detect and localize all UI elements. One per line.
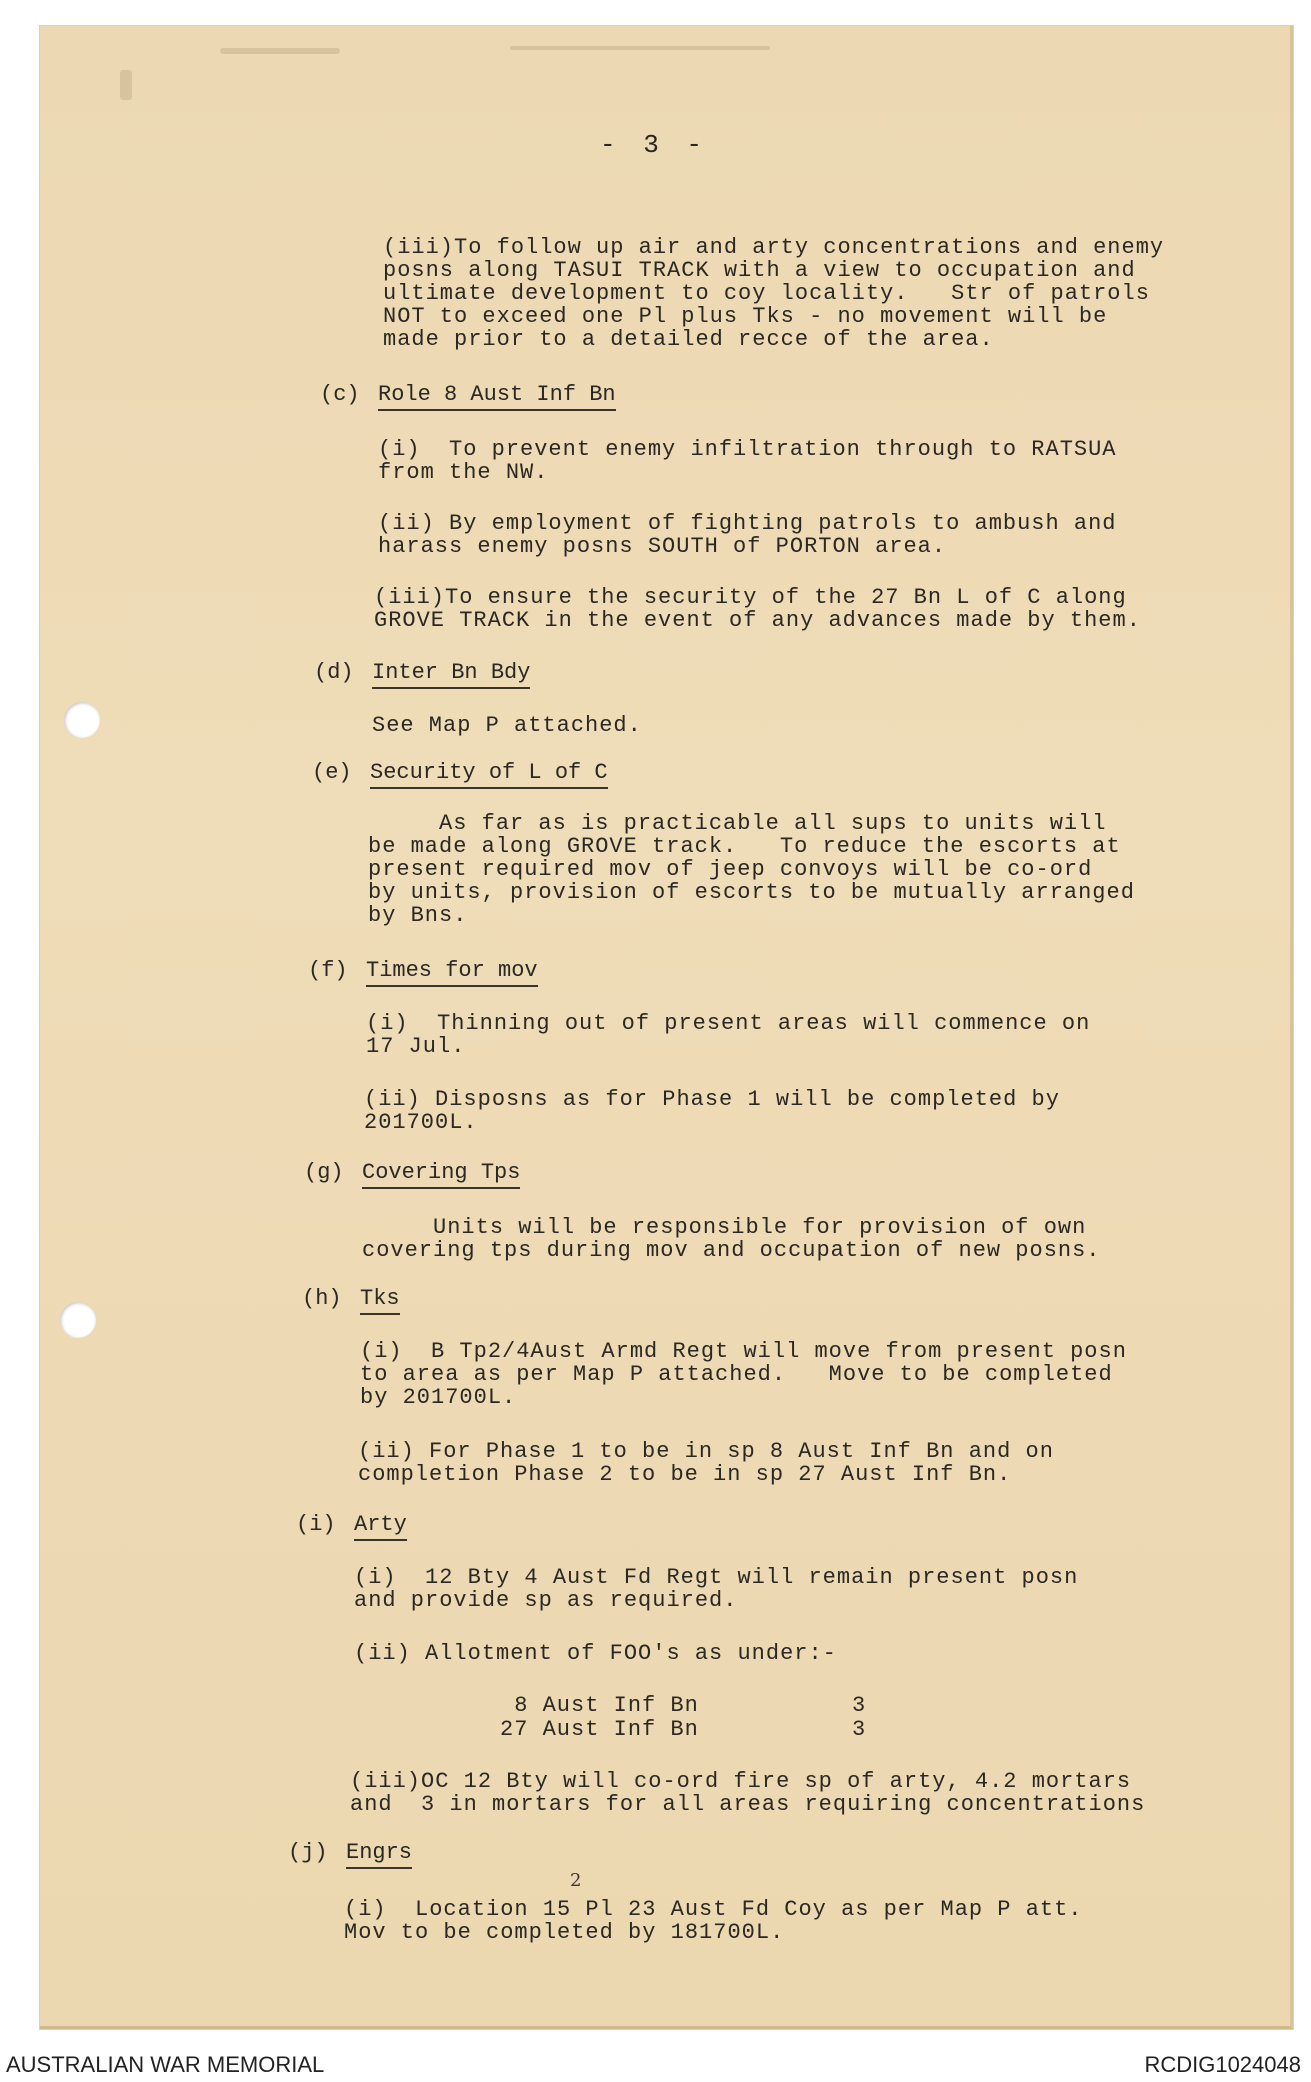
paragraph-line: (iii)OC 12 Bty will co-ord fire sp of arty, 4.2 mortars xyxy=(350,1769,1132,1794)
allotment-count: 3 xyxy=(852,1693,867,1718)
paragraph-line: (i) Thinning out of present areas will commence on xyxy=(366,1011,1091,1036)
punch-hole xyxy=(60,1302,96,1338)
allotment-unit: 27 Aust Inf Bn xyxy=(500,1717,699,1742)
paragraph-line: (ii) Allotment of FOO's as under:- xyxy=(354,1641,837,1666)
section-letter: (g) xyxy=(304,1160,344,1185)
section-title: Covering Tps xyxy=(362,1160,520,1189)
paragraph-line: (ii) By employment of fighting patrols to ambush and xyxy=(378,511,1117,536)
paragraph-line: 17 Jul. xyxy=(366,1034,466,1059)
paragraph-line: ultimate development to coy locality. Str of patrols xyxy=(383,281,1150,306)
section-title: Engrs xyxy=(346,1840,412,1869)
paragraph-line: completion Phase 2 to be in sp 27 Aust Inf Bn. xyxy=(358,1462,1012,1487)
section-title: Role 8 Aust Inf Bn xyxy=(378,382,616,411)
section-letter: (e) xyxy=(312,760,352,785)
handwritten-correction: 2 xyxy=(570,1870,582,1891)
paragraph-line: Mov to be completed by 181700L. xyxy=(344,1920,785,1945)
paragraph-line: from the NW. xyxy=(378,460,549,485)
paragraph-line: by 201700L. xyxy=(360,1385,517,1410)
paragraph-line: present required mov of jeep convoys will be co-ord xyxy=(368,857,1093,882)
section-letter: (j) xyxy=(288,1840,328,1865)
archive-caption: AUSTRALIAN WAR MEMORIAL xyxy=(6,2052,325,2077)
paragraph-line: As far as is practicable all sups to units will xyxy=(368,811,1107,836)
paragraph-line: Units will be responsible for provision of own xyxy=(362,1215,1087,1240)
paragraph-line: NOT to exceed one Pl plus Tks - no movement will be xyxy=(383,304,1108,329)
paragraph-line: made prior to a detailed recce of the area. xyxy=(383,327,994,352)
paragraph-line: (ii) Disposns as for Phase 1 will be completed by xyxy=(364,1087,1060,1112)
paragraph-line: (i) To prevent enemy infiltration through to RATSUA xyxy=(378,437,1117,462)
paragraph-line: and 3 in mortars for all areas requiring concentrations xyxy=(350,1792,1146,1817)
paragraph-line: by Bns. xyxy=(368,903,468,928)
paragraph-line: See Map P attached. xyxy=(372,713,642,738)
section-title: Inter Bn Bdy xyxy=(372,660,530,689)
smudge-mark xyxy=(510,46,770,50)
paragraph-line: (ii) For Phase 1 to be in sp 8 Aust Inf Bn and on xyxy=(358,1439,1054,1464)
punch-hole xyxy=(64,702,100,738)
smudge-mark xyxy=(220,48,340,54)
paragraph-line: (i) 12 Bty 4 Aust Fd Regt will remain present posn xyxy=(354,1565,1079,1590)
paragraph-line: (iii)To follow up air and arty concentrations and enemy xyxy=(383,235,1165,260)
record-id: RCDIG1024048 xyxy=(1144,2052,1301,2077)
section-title: Arty xyxy=(354,1512,407,1541)
paragraph-line: to area as per Map P attached. Move to be completed xyxy=(360,1362,1113,1387)
section-letter: (f) xyxy=(308,958,348,983)
paragraph-line: be made along GROVE track. To reduce the escorts at xyxy=(368,834,1121,859)
paragraph-line: covering tps during mov and occupation of new posns. xyxy=(362,1238,1101,1263)
section-title: Times for mov xyxy=(366,958,538,987)
smudge-mark xyxy=(120,70,132,100)
paragraph-line: posns along TASUI TRACK with a view to occupation and xyxy=(383,258,1136,283)
paragraph-line: (i) Location 15 Pl 23 Aust Fd Coy as per Map P att. xyxy=(344,1897,1083,1922)
paragraph-line: harass enemy posns SOUTH of PORTON area. xyxy=(378,534,947,559)
section-title: Security of L of C xyxy=(370,760,608,789)
section-letter: (d) xyxy=(314,660,354,685)
paragraph-line: (iii)To ensure the security of the 27 Bn L of C along xyxy=(374,585,1127,610)
allotment-count: 3 xyxy=(852,1717,867,1742)
paragraph-line: and provide sp as required. xyxy=(354,1588,738,1613)
page-number: - 3 - xyxy=(600,130,709,160)
paragraph-line: by units, provision of escorts to be mutually arranged xyxy=(368,880,1135,905)
section-letter: (c) xyxy=(320,382,360,407)
paragraph-line: GROVE TRACK in the event of any advances made by them. xyxy=(374,608,1141,633)
paragraph-line: (i) B Tp2/4Aust Armd Regt will move from present posn xyxy=(360,1339,1127,1364)
section-title: Tks xyxy=(360,1286,400,1315)
allotment-unit: 8 Aust Inf Bn xyxy=(500,1693,699,1718)
section-letter: (h) xyxy=(302,1286,342,1311)
section-letter: (i) xyxy=(296,1512,336,1537)
paragraph-line: 201700L. xyxy=(364,1110,478,1135)
